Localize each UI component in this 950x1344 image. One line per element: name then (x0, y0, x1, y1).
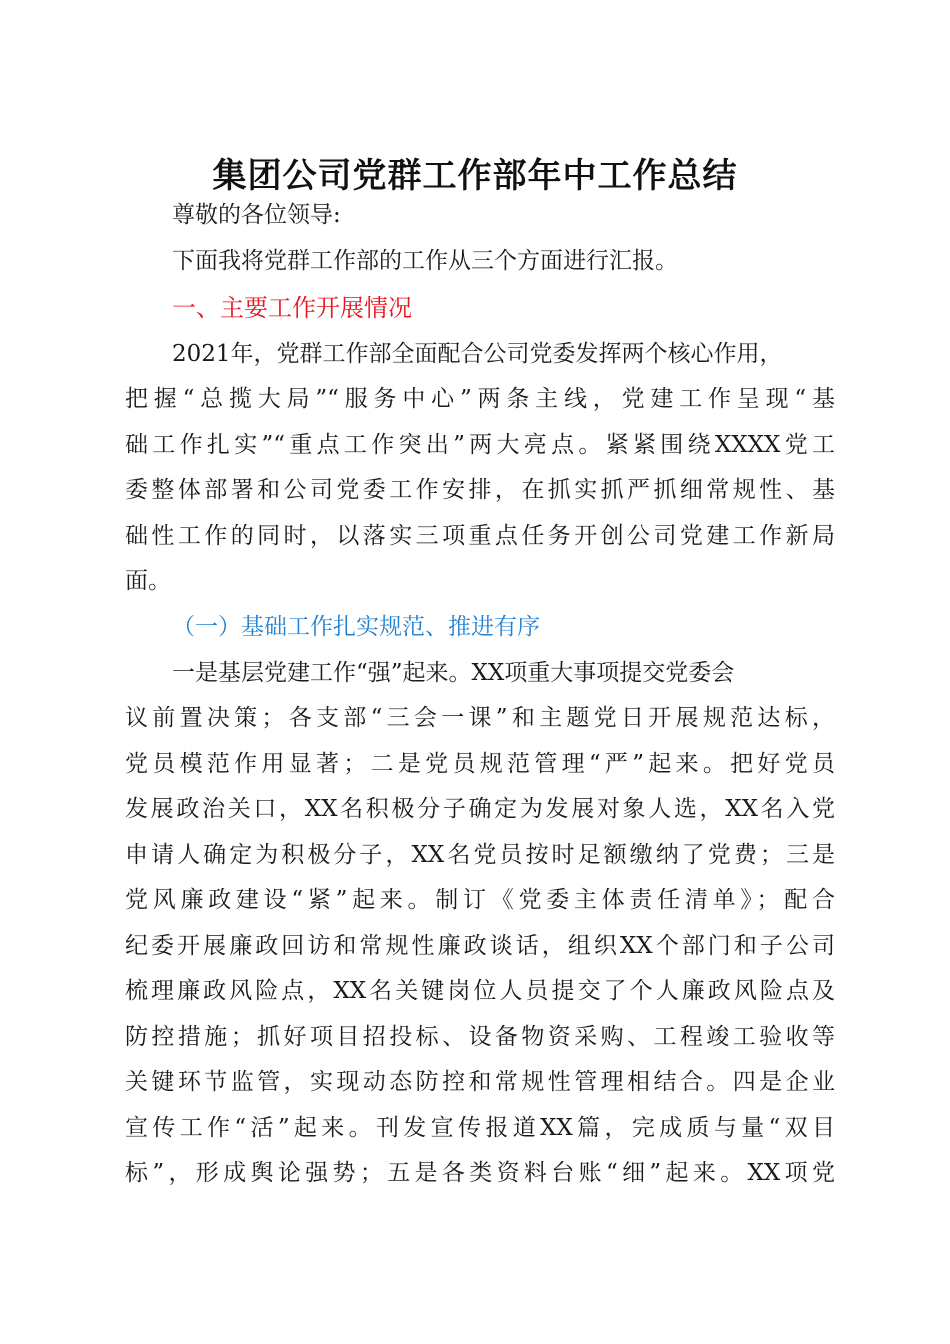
paragraph-line: 关键环节监管，实现动态防控和常规性管理相结合。四是企业 (125, 1069, 835, 1095)
paragraph-line: 党员模范作用显著；二是党员规范管理“严”起来。把好党员 (125, 751, 835, 777)
paragraph-line: 申请人确定为积极分子，XX名党员按时足额缴纳了党费；三是 (125, 842, 835, 868)
document-title: 集团公司党群工作部年中工作总结 (212, 156, 738, 196)
paragraph-line: 委整体部署和公司党委工作安排，在抓实抓严抓细常规性、基 (125, 477, 835, 503)
paragraph-line: 议前置决策；各支部“三会一课”和主题党日开展规范达标， (125, 705, 835, 731)
section-heading-1: 一、主要工作开展情况 (172, 294, 412, 322)
paragraph-line: 把握“总揽大局”“服务中心”两条主线，党建工作呈现“基 (125, 386, 835, 412)
paragraph-line: 发展政治关口，XX名积极分子确定为发展对象人选，XX名入党 (125, 796, 835, 822)
paragraph-line: 纪委开展廉政回访和常规性廉政谈话，组织XX个部门和子公司 (125, 933, 835, 959)
subsection-heading-1: （一）基础工作扎实规范、推进有序 (172, 614, 540, 640)
paragraph-line: 一是基层党建工作“强”起来。XX项重大事项提交党委会 (172, 660, 735, 686)
paragraph-line: 标”，形成舆论强势；五是各类资料台账“细”起来。XX项党 (125, 1160, 835, 1186)
paragraph-line: 2021年，党群工作部全面配合公司党委发挥两个核心作用， (172, 341, 783, 367)
greeting: 尊敬的各位领导: (172, 202, 341, 228)
paragraph-line: 础工作扎实”“重点工作突出”两大亮点。紧紧围绕XXXX党工 (125, 432, 835, 458)
paragraph-line: 梳理廉政风险点，XX名关键岗位人员提交了个人廉政风险点及 (125, 978, 835, 1004)
paragraph-line: 防控措施；抓好项目招投标、设备物资采购、工程竣工验收等 (125, 1024, 835, 1050)
paragraph-line: 党风廉政建设“紧”起来。制订《党委主体责任清单》；配合 (125, 887, 835, 913)
paragraph-line: 宣传工作“活”起来。刊发宣传报道XX篇，完成质与量“双目 (125, 1115, 835, 1141)
paragraph-line: 面。 (125, 568, 171, 594)
paragraph-line: 础性工作的同时，以落实三项重点任务开创公司党建工作新局 (125, 523, 835, 549)
intro-paragraph: 下面我将党群工作部的工作从三个方面进行汇报。 (172, 248, 678, 274)
